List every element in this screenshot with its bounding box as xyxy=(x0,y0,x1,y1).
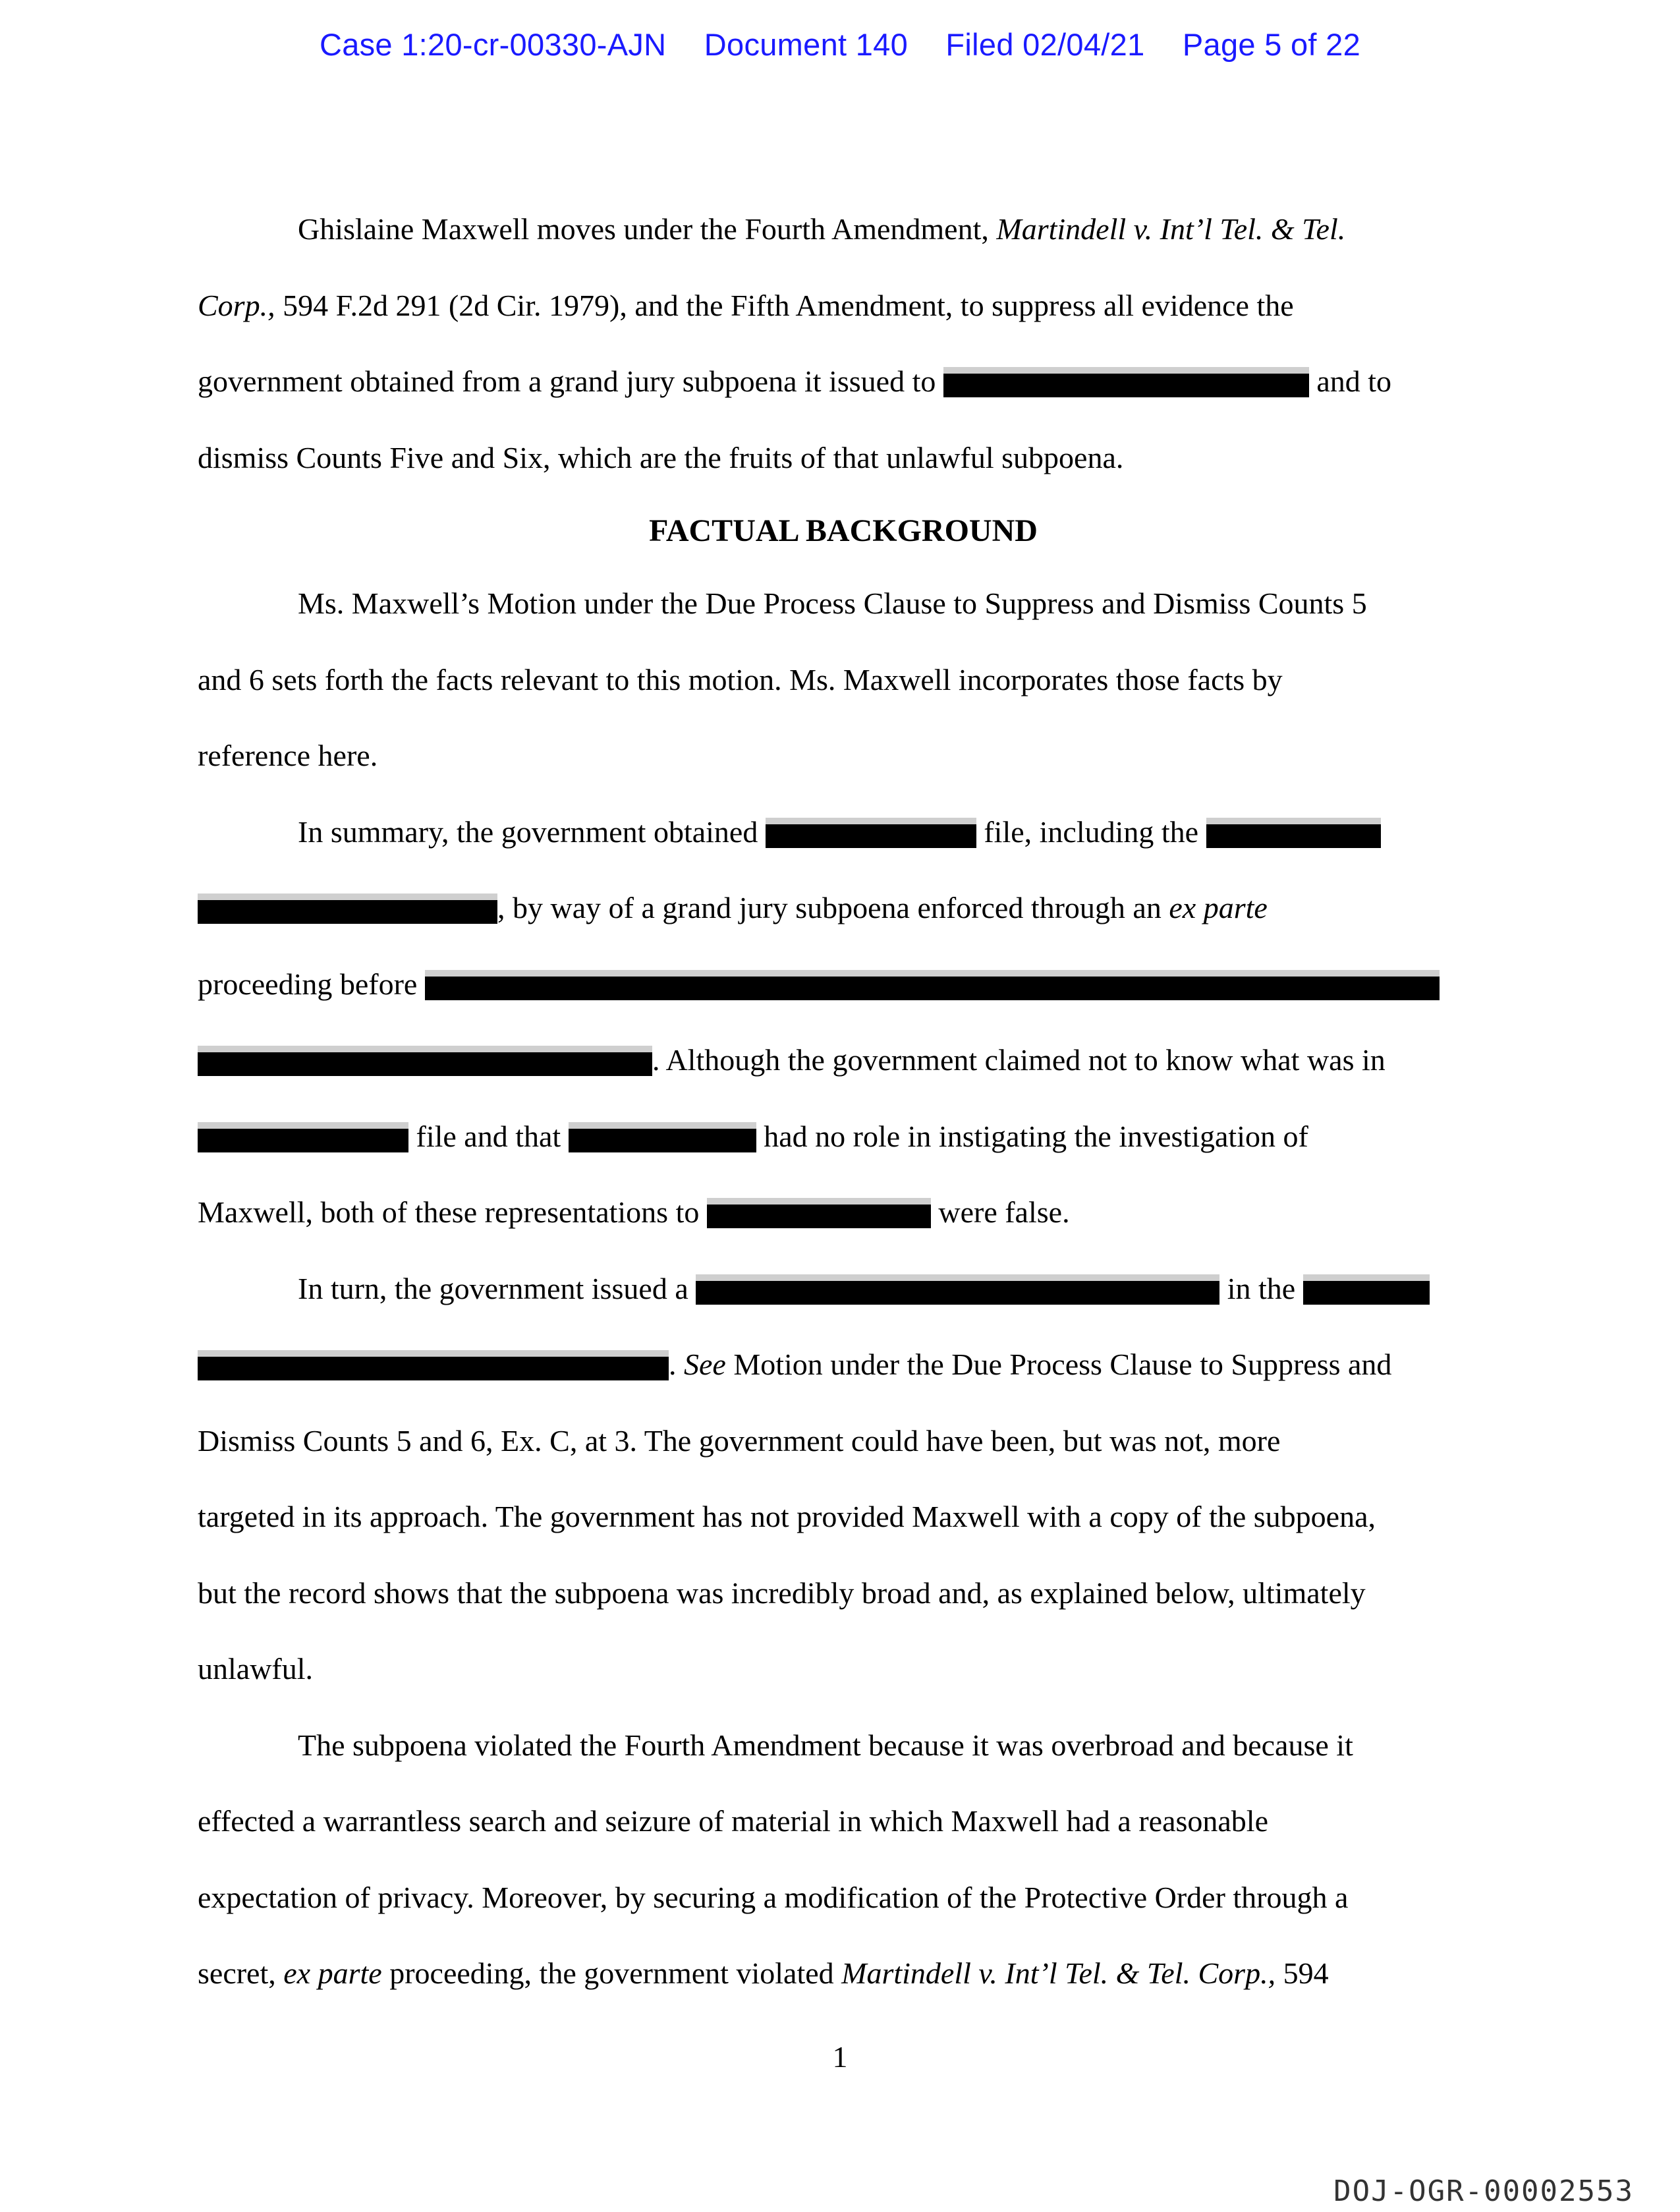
text-run: targeted in its approach. The government has not provided Maxwell with a copy of the subpoena, xyxy=(198,1500,1376,1533)
paragraph-line xyxy=(198,268,1489,344)
paragraph-line xyxy=(198,1935,1489,2012)
latin-term: ex parte xyxy=(283,1956,382,1990)
text-run: Motion under the Due Process Clause to Suppress and xyxy=(725,1347,1392,1381)
text-run: file, including the xyxy=(976,814,1206,849)
paragraph-line xyxy=(198,565,1489,642)
redaction-box xyxy=(198,1046,652,1076)
redaction-box xyxy=(198,1350,669,1380)
paragraph-line xyxy=(198,718,1489,794)
paragraph-line xyxy=(198,870,1489,946)
paragraph-line xyxy=(198,1251,1489,1327)
paragraph-line xyxy=(198,1174,1489,1251)
paragraph-line xyxy=(198,946,1489,1023)
paragraph-line xyxy=(198,1098,1489,1175)
document-number: Document 140 xyxy=(704,27,909,62)
paragraph-line xyxy=(198,420,1489,496)
page-indicator: Page 5 of 22 xyxy=(1182,27,1361,62)
redaction-box xyxy=(1303,1274,1430,1305)
text-run: 594 F.2d 291 (2d Cir. 1979), and the Fifth Amendment, to suppress all evidence the xyxy=(275,288,1294,322)
text-run: had no role in instigating the investigation of xyxy=(756,1119,1308,1153)
paragraph-line xyxy=(198,1859,1489,1936)
text-run: proceeding before xyxy=(198,967,425,1001)
text-run: reference here. xyxy=(198,739,378,772)
paragraph-line xyxy=(198,1631,1489,1707)
redaction-box xyxy=(696,1274,1219,1305)
text-run: The subpoena violated the Fourth Amendment because it was overbroad and because it xyxy=(298,1728,1353,1762)
redaction-box xyxy=(198,1122,408,1152)
text-run: In summary, the government obtained xyxy=(298,814,766,849)
paragraph-line xyxy=(198,794,1489,870)
case-citation: Corp., xyxy=(198,288,275,322)
text-run: Ghislaine Maxwell moves under the Fourth Amendment, xyxy=(298,212,997,246)
text-run: Dismiss Counts 5 and 6, Ex. C, at 3. The government could have been, but was not, more xyxy=(198,1423,1281,1458)
text-run: in the xyxy=(1219,1271,1303,1305)
paragraph-line xyxy=(198,1707,1489,1784)
text-run: Ms. Maxwell’s Motion under the Due Process Clause to Suppress and Dismiss Counts 5 xyxy=(298,586,1367,620)
text-run: . xyxy=(669,1347,684,1381)
latin-term: ex parte xyxy=(1169,891,1268,924)
case-citation: Martindell v. Int’l Tel. & Tel. Corp., xyxy=(841,1956,1276,1990)
redaction-box xyxy=(1206,818,1381,848)
bates-number: DOJ-OGR-00002553 xyxy=(1333,2174,1634,2208)
text-run: file and that xyxy=(408,1119,569,1153)
redaction-box xyxy=(707,1198,931,1228)
paragraph-line xyxy=(198,1403,1489,1479)
case-number: Case 1:20-cr-00330-AJN xyxy=(319,27,667,62)
text-run: . Although the government claimed not to know what was in xyxy=(652,1043,1386,1077)
filed-date: Filed 02/04/21 xyxy=(945,27,1145,62)
case-header xyxy=(0,26,1680,63)
paragraph-line xyxy=(198,191,1489,268)
text-run: , by way of a grand jury subpoena enforced through an xyxy=(497,891,1169,924)
document-body xyxy=(198,191,1489,2012)
text-run: 594 xyxy=(1275,1956,1329,1990)
paragraph-line xyxy=(198,1326,1489,1403)
text-run: dismiss Counts Five and Six, which are the fruits of that unlawful subpoena. xyxy=(198,440,1124,474)
redaction-box xyxy=(198,893,497,924)
text-run: and to xyxy=(1308,364,1392,398)
text-run: unlawful. xyxy=(198,1652,314,1686)
redaction-box xyxy=(569,1122,756,1152)
text-run: government obtained from a grand jury subpoena it issued to xyxy=(198,364,943,398)
text-run: secret, xyxy=(198,1956,284,1990)
text-run: and 6 sets forth the facts relevant to this motion. Ms. Maxwell incorporates those facts by xyxy=(198,662,1283,696)
text-run: but the record shows that the subpoena was incredibly broad and, as explained below, ultimately xyxy=(198,1575,1366,1610)
paragraph-line xyxy=(198,1783,1489,1859)
paragraph-line xyxy=(198,343,1489,420)
text-run: Maxwell, both of these representations to xyxy=(198,1195,707,1229)
redaction-box xyxy=(425,970,1440,1000)
page-number: 1 xyxy=(832,2040,848,2074)
text-run: effected a warrantless search and seizure of material in which Maxwell had a reasonable xyxy=(198,1804,1269,1838)
text-run: In turn, the government issued a xyxy=(298,1271,696,1305)
paragraph-line xyxy=(198,1022,1489,1098)
redaction-box xyxy=(766,818,976,848)
text-run: proceeding, the government violated xyxy=(381,1956,842,1990)
section-heading: FACTUAL BACKGROUND xyxy=(649,513,1038,548)
paragraph-line xyxy=(198,1555,1489,1631)
paragraph-line xyxy=(198,642,1489,718)
case-citation: Martindell v. Int’l Tel. & Tel. xyxy=(996,212,1346,246)
paragraph-line xyxy=(198,1479,1489,1555)
signal-word: See xyxy=(684,1347,726,1381)
redaction-box xyxy=(943,367,1309,397)
text-run: were false. xyxy=(930,1195,1070,1229)
text-run: expectation of privacy. Moreover, by securing a modification of the Protective Order through a xyxy=(198,1880,1349,1914)
